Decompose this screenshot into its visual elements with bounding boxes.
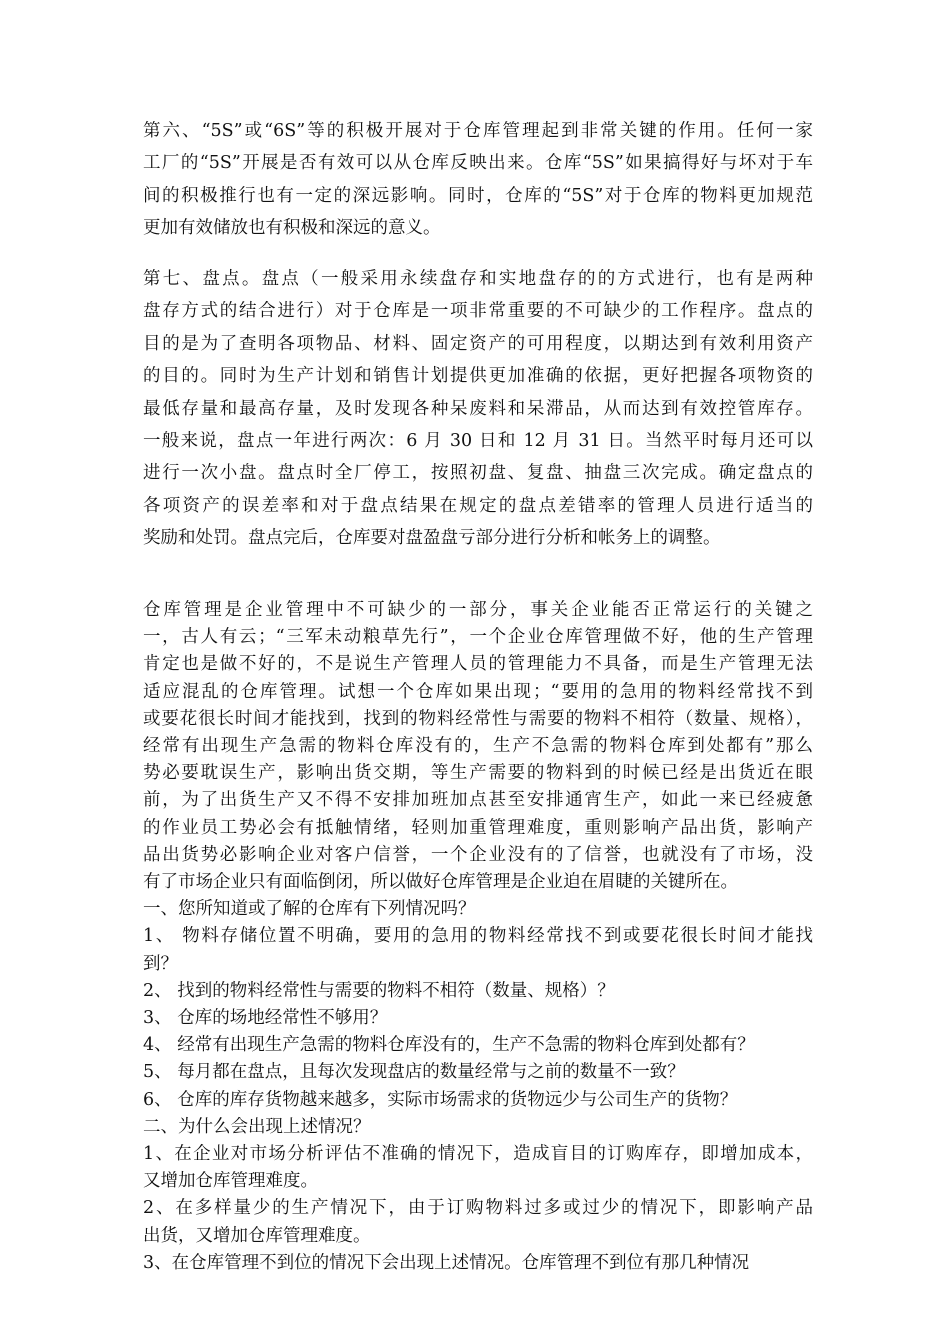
text-line: 最低存量和最高存量，及时发现各种呆废料和呆滞品，从而达到有效控管库存。: [143, 398, 813, 419]
list-item: [143, 1141, 813, 1195]
text-line: 仓库管理是企业管理中不可缺少的一部分，事关企业能否正常运行的关键之: [143, 600, 813, 620]
section-2-heading: 二、为什么会出现上述情况？: [143, 1116, 371, 1137]
list-item-line: 出货，又增加仓库管理难度。: [143, 1225, 371, 1246]
text-line: 适应混乱的仓库管理。试想一个仓库如果出现；“要用的急用的物料经常找不到: [143, 681, 813, 702]
list-item-line: 到？: [143, 953, 178, 974]
list-item: [143, 1032, 813, 1059]
list-item: [143, 1250, 813, 1277]
list-item-line: 1、在企业对市场分析评估不准确的情况下，造成盲目的订购库存，即增加成本，: [143, 1144, 813, 1165]
paragraph-sixth: [143, 115, 813, 245]
text-line: 前，为了出货生产又不得不安排加班加点甚至安排通宵生产，如此一来已经疲惫: [143, 790, 813, 811]
section-2: [143, 1114, 813, 1277]
list-item-line: 6、 仓库的库存货物越来越多，实际市场需求的货物远少与公司生产的货物？: [143, 1089, 738, 1110]
section-1-heading: 一、您所知道或了解的仓库有下列情况吗？: [143, 899, 476, 920]
text-line: 第六、“5S”或“6S”等的积极开展对于仓库管理起到非常关键的作用。任何一家: [143, 121, 813, 141]
text-line: 一，古人有云；“三军未动粮草先行”，一个企业仓库管理做不好，他的生产管理: [143, 627, 813, 648]
text-line: 进行一次小盘。盘点时全厂停工，按照初盘、复盘、抽盘三次完成。确定盘点的: [143, 463, 813, 484]
list-item-line: 又增加仓库管理难度。: [143, 1171, 318, 1192]
text-line: 经常有出现生产急需的物料仓库没有的，生产不急需的物料仓库到处都有”那么: [143, 736, 813, 757]
text-line: 的作业员工势必会有抵触情绪，轻则加重管理难度，重则影响产品出货，影响产: [143, 817, 813, 838]
section-1-list: [143, 923, 813, 1113]
list-item: [143, 1059, 813, 1086]
text-line: 第七、盘点。盘点（一般采用永续盘存和实地盘存的的方式进行，也有是两种: [143, 269, 813, 289]
list-item: [143, 1005, 813, 1032]
text-line: 奖励和处罚。盘点完后，仓库要对盘盈盘亏部分进行分析和帐务上的调整。: [143, 528, 721, 549]
text-line: 各项资产的误差率和对于盘点结果在规定的盘点差错率的管理人员进行适当的: [143, 495, 813, 516]
text-line: 盘存方式的结合进行）对于仓库是一项非常重要的不可缺少的工作程序。盘点的: [143, 301, 813, 322]
text-line: 一般来说，盘点一年进行两次：6 月 30 日和 12 月 31 日。当然平时每月还可以: [143, 431, 813, 452]
list-item-line: 2、在多样量少的生产情况下，由于订购物料过多或过少的情况下，即影响产品: [143, 1198, 813, 1219]
list-item: [143, 978, 813, 1005]
text-line: 势必要耽误生产，影响出货交期，等生产需要的物料到的时候已经是出货近在眼: [143, 763, 813, 784]
list-item: [143, 923, 813, 977]
list-item: [143, 1087, 813, 1114]
paragraph-intro: [143, 597, 813, 896]
list-item-line: 1、 物料存储位置不明确，要用的急用的物料经常找不到或要花很长时间才能找: [143, 926, 813, 947]
list-item: [143, 1195, 813, 1249]
text-line: 工厂的“5S”开展是否有效可以从仓库反映出来。仓库“5S”如果搞得好与坏对于车: [143, 153, 813, 174]
text-line: 或要花很长时间才能找到，找到的物料经常性与需要的物料不相符（数量、规格），: [143, 708, 813, 729]
text-line: 有了市场企业只有面临倒闭，所以做好仓库管理是企业迫在眉睫的关键所在。: [143, 872, 738, 893]
list-item-line: 3、 仓库的场地经常性不够用？: [143, 1008, 388, 1029]
paragraph-seventh: [143, 263, 813, 555]
section-2-list: [143, 1141, 813, 1277]
text-line: 目的是为了查明各项物品、材料、固定资产的可用程度，以期达到有效利用资产: [143, 333, 813, 354]
list-item-line: 2、 找到的物料经常性与需要的物料不相符（数量、规格）？: [143, 980, 615, 1001]
text-line: 的目的。同时为生产计划和销售计划提供更加准确的依据，更好把握各项物资的: [143, 366, 813, 387]
text-line: 更加有效储放也有积极和深远的意义。: [143, 218, 441, 239]
section-1: [143, 896, 813, 1114]
list-item-line: 3、在仓库管理不到位的情况下会出现上述情况。仓库管理不到位有那几种情况: [143, 1252, 750, 1273]
main-body: [143, 597, 813, 1277]
text-line: 品出货势必影响企业对客户信誉，一个企业没有的了信誉，也就没有了市场，没: [143, 844, 813, 865]
list-item-line: 4、 经常有出现生产急需的物料仓库没有的，生产不急需的物料仓库到处都有？: [143, 1035, 755, 1056]
list-item-line: 5、 每月都在盘点，且每次发现盘店的数量经常与之前的数量不一致？: [143, 1062, 685, 1083]
text-line: 肯定也是做不好的，不是说生产管理人员的管理能力不具备，而是生产管理无法: [143, 654, 813, 675]
text-line: 间的积极推行也有一定的深远影响。同时，仓库的“5S”对于仓库的物料更加规范: [143, 185, 813, 206]
